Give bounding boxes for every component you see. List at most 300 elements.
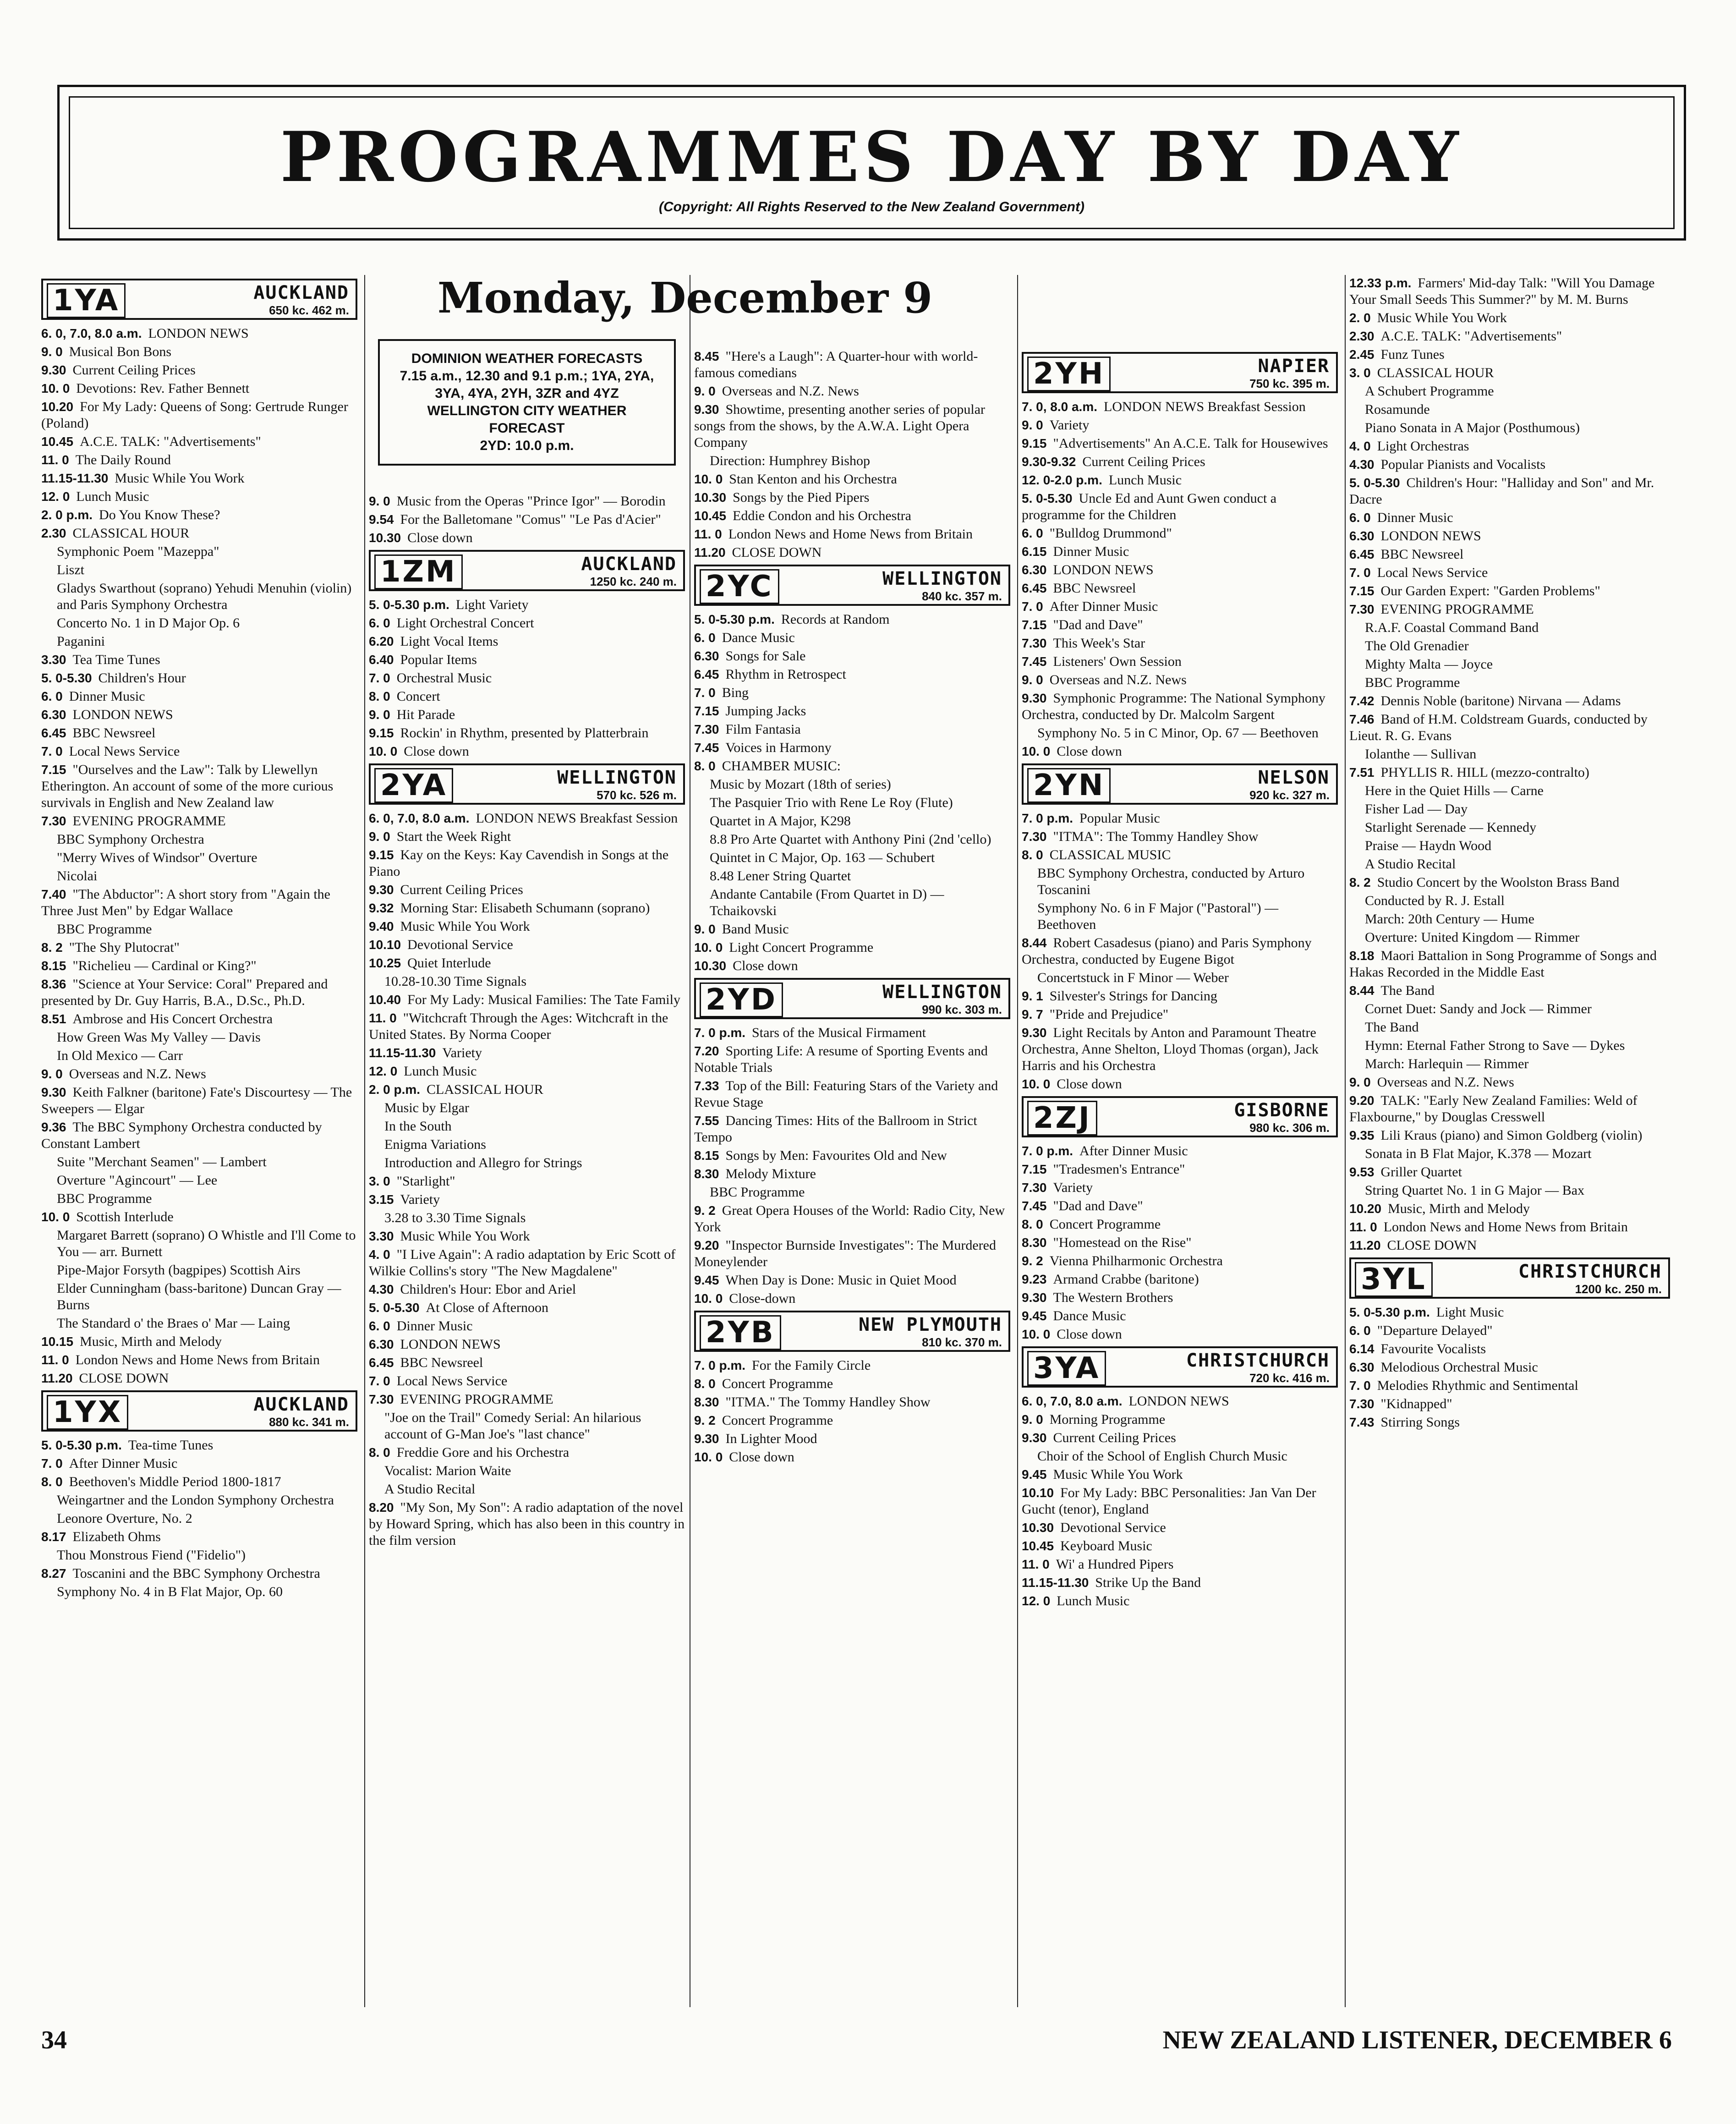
programme-time: 10. 0: [694, 1291, 723, 1306]
programme-title: How Green Was My Valley — Davis: [57, 1030, 261, 1045]
programme-time: 8. 0: [369, 689, 390, 703]
programme-title: CLOSE DOWN: [732, 545, 822, 560]
programme-time: 11. 0: [369, 1011, 397, 1025]
programme-entry: [41, 344, 357, 360]
programme-title: "Joe on the Trail" Comedy Serial: An hilarious account of G-Man Joe's "last chance": [384, 1410, 641, 1442]
programme-entry: [1037, 865, 1338, 898]
programme-entry: [369, 882, 685, 898]
programme-time: 10. 0: [1022, 1077, 1051, 1091]
programme-time: 10.45: [41, 434, 74, 449]
programme-time: 7.43: [1349, 1415, 1375, 1429]
programme-entry: [41, 1119, 357, 1152]
programme-time: 7. 0: [694, 686, 716, 700]
programme-title: Local News Service: [69, 744, 180, 759]
programme-time: 7.20: [694, 1044, 719, 1058]
city-forecast-time: 2YD: 10.0 p.m.: [480, 438, 574, 453]
programme-title: Light Music: [1436, 1305, 1504, 1320]
programme-title: Current Ceiling Prices: [1053, 1430, 1176, 1445]
programme-entry: [1022, 829, 1338, 845]
programme-entry: [41, 1066, 357, 1082]
programme-title: "Bulldog Drummond": [1049, 526, 1172, 541]
programme-title: Overseas and N.Z. News: [69, 1066, 206, 1081]
programme-time: 6. 0: [41, 689, 63, 703]
programme-entry: [694, 758, 1010, 774]
programme-time: 7.42: [1349, 694, 1375, 708]
programme-time: 7. 0, 8.0 a.m.: [1022, 400, 1097, 414]
programme-entry: [57, 921, 357, 938]
programme-time: 7. 0 p.m.: [694, 1026, 746, 1040]
station-frequency: 750 kc. 395 m.: [1249, 377, 1330, 390]
programme-time: 7. 0: [1349, 1378, 1371, 1393]
programme-title: Dancing Times: Hits of the Ballroom in Strict Tempo: [694, 1113, 977, 1145]
programme-time: 8.30: [694, 1395, 719, 1409]
programme-title: BBC Programme: [1365, 675, 1460, 690]
schedule-3ya: [1022, 1393, 1338, 1609]
programme-time: 4.30: [369, 1282, 394, 1296]
column-1: [41, 275, 357, 2007]
programme-title: March: 20th Century — Hume: [1365, 911, 1534, 927]
programme-entry: [1022, 472, 1338, 488]
programme-entry: [369, 992, 685, 1008]
programme-title: Margaret Barrett (soprano) O Whistle and I'll Come to You — arr. Burnett: [57, 1228, 356, 1259]
programme-entry: [694, 1147, 1010, 1164]
programme-entry: [1365, 638, 1670, 654]
station-city: GISBORNE: [1234, 1100, 1330, 1121]
programme-title: The Old Grenadier: [1365, 638, 1469, 653]
programme-entry: [694, 685, 1010, 701]
programme-time: 11.15-11.30: [1022, 1575, 1089, 1590]
programme-entry: [694, 544, 1010, 561]
programme-entry: [694, 1290, 1010, 1307]
programme-time: 8. 0: [1022, 848, 1043, 862]
programme-title: Leonore Overture, No. 2: [57, 1511, 192, 1526]
programme-title: Lunch Music: [76, 489, 149, 504]
programme-title: Beethoven's Middle Period 1800-1817: [69, 1474, 281, 1489]
programme-entry: [369, 1010, 685, 1043]
programme-title: A.C.E. TALK: "Advertisements": [1380, 329, 1562, 344]
programme-entry: [1022, 1235, 1338, 1251]
station-city: AUCKLAND: [581, 554, 677, 575]
programme-title: Starlight Serenade — Kennedy: [1365, 820, 1537, 835]
programme-title: Music, Mirth and Melody: [80, 1334, 222, 1349]
programme-entry: [1022, 635, 1338, 652]
programme-entry: [41, 1209, 357, 1225]
programme-title: Melodies Rhythmic and Sentimental: [1377, 1378, 1578, 1393]
programme-time: 6.45: [41, 726, 66, 740]
programme-title: For My Lady: Queens of Song: Gertrude Runger (Poland): [41, 399, 348, 431]
programme-title: After Dinner Music: [69, 1456, 178, 1471]
programme-time: 10. 0: [369, 744, 398, 758]
programme-entry: [57, 1510, 357, 1527]
station-header-3ya: [1022, 1346, 1338, 1388]
programme-time: 10.10: [369, 938, 401, 952]
programme-entry: [694, 740, 1010, 756]
programme-title: Morning Star: Elisabeth Schumann (soprano): [400, 900, 650, 916]
programme-title: Songs by Men: Favourites Old and New: [725, 1148, 947, 1163]
programme-entry: [41, 1352, 357, 1368]
programme-title: This Week's Star: [1053, 636, 1145, 651]
programme-entry: [1349, 565, 1670, 581]
programme-entry: [41, 362, 357, 379]
programme-title: Light Recitals by Anton and Paramount Theatre Orchestra, Anne Shelton, Lloyd Thomas (organ), Jack Harris and his Orchestra: [1022, 1025, 1319, 1073]
programme-title: Variety: [400, 1192, 440, 1207]
programme-title: CLOSE DOWN: [79, 1371, 169, 1386]
programme-entry: [694, 401, 1010, 451]
programme-entry: [694, 1394, 1010, 1411]
programme-title: "My Son, My Son": A radio adaptation of the novel by Howard Spring, which has also been in this country in the film version: [369, 1500, 685, 1548]
publication-footer: NEW ZEALAND LISTENER, DECEMBER 6: [1162, 2026, 1672, 2054]
programme-entry: [1365, 929, 1670, 946]
programme-title: Dennis Noble (baritone) Nirvana — Adams: [1380, 693, 1621, 708]
programme-time: 8.45: [694, 349, 719, 363]
programme-title: CLASSICAL HOUR: [72, 526, 190, 541]
programme-entry: [1365, 1001, 1670, 1017]
programme-entry: [369, 1191, 685, 1208]
programme-title: "Advertisements" An A.C.E. Talk for Housewives: [1053, 436, 1328, 451]
programme-entry: [41, 707, 357, 723]
programme-title: Our Garden Expert: "Garden Problems": [1380, 583, 1600, 598]
schedule-3yl: [1349, 1304, 1670, 1431]
column-4: [1022, 348, 1338, 2080]
programme-entry: [369, 1081, 685, 1098]
programme-entry: [369, 937, 685, 953]
programme-title: Close down: [1057, 1076, 1122, 1092]
station-city: CHRISTCHURCH: [1518, 1261, 1662, 1282]
programme-time: 9. 0: [1022, 418, 1043, 432]
programme-entry: [1365, 656, 1670, 673]
programme-title: Music by Mozart (18th of series): [710, 777, 891, 792]
programme-time: 6.14: [1349, 1342, 1375, 1356]
page-number: 34: [41, 2026, 67, 2054]
programme-time: 10.20: [1349, 1202, 1382, 1216]
schedule-1ya-evening: [41, 652, 357, 829]
programme-entry: [41, 743, 357, 760]
programme-entry: [694, 1025, 1010, 1041]
programme-entry: [1349, 365, 1670, 381]
programme-entry: [1349, 874, 1670, 891]
programme-title: Current Ceiling Prices: [72, 362, 196, 378]
programme-title: Hit Parade: [396, 707, 455, 722]
programme-time: 11.20: [41, 1371, 73, 1385]
programme-entry: [1349, 546, 1670, 563]
programme-time: 6.45: [694, 667, 719, 681]
programme-time: 10. 0: [1022, 1327, 1051, 1341]
programme-title: "Starlight": [396, 1174, 455, 1189]
programme-entry: [694, 508, 1010, 524]
programme-title: Popular Pianists and Vocalists: [1380, 457, 1546, 472]
programme-title: Lili Kraus (piano) and Simon Goldberg (violin): [1380, 1128, 1643, 1143]
programme-time: 9.30: [1022, 1290, 1047, 1305]
programme-title: "Ourselves and the Law": Talk by Llewellyn Etherington. An account of some of the more curious survivals in English and New Zealand law: [41, 762, 334, 810]
station-frequency: 920 kc. 327 m.: [1249, 788, 1330, 802]
programme-entry: [1022, 988, 1338, 1004]
programme-entry: [57, 1154, 357, 1170]
programme-title: Iolanthe — Sullivan: [1365, 746, 1477, 762]
programme-detail: BBC Symphony Orchestra: [57, 832, 204, 847]
programme-entry: [1022, 935, 1338, 968]
programme-title: Tea-time Tunes: [128, 1438, 214, 1453]
programme-time: 12. 0-2.0 p.m.: [1022, 473, 1102, 487]
programme-time: 7.46: [1349, 712, 1375, 726]
programme-entry: [1022, 1393, 1338, 1410]
programme-title: EVENING PROGRAMME: [72, 813, 226, 829]
programme-entry: [1349, 528, 1670, 544]
schedule-2yc: [694, 611, 1010, 974]
programme-time: 5. 0-5.30 p.m.: [41, 1438, 122, 1452]
programme-entry: [1022, 1575, 1338, 1591]
programme-time: 9.30: [1022, 1026, 1047, 1040]
station-city: NELSON: [1258, 767, 1330, 788]
station-call-sign: 2YC: [700, 569, 779, 604]
programme-time: 2.30: [41, 526, 66, 540]
programme-time: 9.45: [694, 1273, 719, 1287]
programme-entry: [1365, 620, 1670, 636]
programme-title: "Departure Delayed": [1377, 1323, 1493, 1338]
programme-title: Tea Time Tunes: [72, 652, 160, 667]
programme-title: Mighty Malta — Joyce: [1365, 657, 1493, 672]
programme-time: 6. 0: [369, 1319, 390, 1333]
programme-title: Great Opera Houses of the World: Radio City, New York: [694, 1203, 1005, 1235]
station-header-2yc: [694, 565, 1010, 606]
programme-title: "Witchcraft Through the Ages: Witchcraft in the United States. By Norma Cooper: [369, 1010, 668, 1042]
station-frequency: 1250 kc. 240 m.: [590, 575, 677, 588]
programme-entry: [1022, 1290, 1338, 1306]
programme-time: 7. 0: [1349, 565, 1371, 580]
programme-time: 7.30: [1349, 1397, 1375, 1411]
programme-title: Local News Service: [1377, 565, 1488, 580]
programme-time: 2. 0: [1349, 311, 1371, 325]
programme-entry: [1349, 328, 1670, 345]
schedule-2zj: [1022, 1143, 1338, 1343]
programme-entry: [1022, 399, 1338, 415]
programme-entry: [1349, 982, 1670, 999]
programme-title: Direction: Humphrey Bishop: [710, 453, 870, 468]
programme-entry: [694, 666, 1010, 683]
programme-title: "Dad and Dave": [1053, 1198, 1143, 1213]
programme-entry: [41, 1455, 357, 1472]
programme-entry: [710, 813, 1010, 829]
programme-entry: [1022, 1538, 1338, 1554]
programme-title: Overture "Agincourt" — Lee: [57, 1173, 218, 1188]
programme-entry: [41, 452, 357, 468]
station-city: AUCKLAND: [253, 1394, 349, 1415]
programme-title: Quintet in C Major, Op. 163 — Schubert: [710, 850, 935, 865]
programme-time: 2.30: [1349, 329, 1375, 343]
programme-title: Stirring Songs: [1380, 1415, 1460, 1430]
programme-entry: [1022, 1025, 1338, 1074]
programme-title: R.A.F. Coastal Command Band: [1365, 620, 1539, 635]
programme-time: 9. 0: [1022, 1412, 1043, 1427]
programme-entry: [1349, 1219, 1670, 1235]
programme-entry: [1365, 675, 1670, 691]
programme-entry: [1349, 1237, 1670, 1254]
programme-entry: [694, 1113, 1010, 1146]
programme-time: 9. 2: [1022, 1254, 1043, 1268]
programme-entry: [1349, 693, 1670, 709]
programme-title: CLASSICAL HOUR: [1377, 365, 1494, 380]
programme-title: Uncle Ed and Aunt Gwen conduct a programme for the Children: [1022, 491, 1277, 522]
programme-title: Funz Tunes: [1380, 347, 1445, 362]
programme-time: 8.30: [1022, 1235, 1047, 1250]
programme-entry: [1022, 1216, 1338, 1233]
programme-title: Enigma Variations: [384, 1137, 486, 1152]
programme-title: Music While You Work: [400, 919, 530, 934]
programme-detail: Liszt: [57, 562, 84, 577]
station-city: AUCKLAND: [253, 282, 349, 303]
programme-entry: [369, 493, 685, 510]
programme-title: Vienna Philharmonic Orchestra: [1049, 1253, 1223, 1268]
programme-time: 9.53: [1349, 1165, 1375, 1179]
programme-time: 9. 0: [1022, 673, 1043, 687]
programme-title: Dance Music: [722, 630, 795, 645]
programme-entry: [1349, 310, 1670, 326]
programme-title: Start the Week Right: [396, 829, 511, 844]
programme-entry: [694, 1376, 1010, 1392]
city-forecast-title: WELLINGTON CITY WEATHER FORECAST: [427, 403, 627, 436]
programme-time: 7.30: [1022, 829, 1047, 844]
programme-title: Stars of the Musical Firmament: [752, 1025, 926, 1040]
programme-time: 8.18: [1349, 949, 1375, 963]
programme-time: 8. 2: [41, 940, 63, 955]
programme-entry: [369, 511, 685, 528]
programme-time: 9.30-9.32: [1022, 455, 1076, 469]
programme-title: "I Live Again": A radio adaptation by Eric Scott of Wilkie Collins's story "The New Magdalene": [369, 1247, 676, 1279]
programme-title: LONDON NEWS: [148, 326, 249, 341]
classical-hour-details: [41, 543, 357, 650]
programme-entry: [1022, 743, 1338, 760]
programme-title: Music from the Operas "Prince Igor" — Borodin: [396, 494, 666, 509]
station-frequency: 810 kc. 370 m.: [922, 1335, 1002, 1349]
programme-time: 6.45: [369, 1356, 394, 1370]
programme-time: 8.44: [1022, 936, 1047, 950]
programme-title: For My Lady: BBC Personalities: Jan Van Der Gucht (tenor), England: [1022, 1485, 1316, 1517]
programme-entry: [1349, 1359, 1670, 1376]
programme-title: CLOSE DOWN: [1387, 1238, 1477, 1253]
programme-entry: [1022, 1253, 1338, 1269]
programme-title: Overture: United Kingdom — Rimmer: [1365, 930, 1580, 945]
programme-entry: [1022, 810, 1338, 827]
programme-time: 3. 0: [1349, 366, 1371, 380]
programme-time: 9.45: [1022, 1309, 1047, 1323]
programme-time: 5. 0-5.30 p.m.: [694, 612, 775, 626]
programme-title: Robert Casadesus (piano) and Paris Symphony Orchestra, conducted by Eugene Bigot: [1022, 935, 1312, 967]
programme-title: Close down: [729, 1449, 794, 1465]
programme-time: 10.10: [1022, 1486, 1054, 1500]
programme-title: 8.48 Lener String Quartet: [710, 868, 851, 884]
programme-entry: [1022, 1326, 1338, 1343]
station-frequency: 840 kc. 357 m.: [922, 589, 1002, 603]
programme-entry: [1022, 454, 1338, 470]
programme-title: Conducted by R. J. Estall: [1365, 893, 1505, 908]
programme-entry: [369, 743, 685, 760]
station-call-sign: 2YD: [700, 982, 783, 1017]
programme-entry: [1365, 856, 1670, 873]
programme-entry: [384, 1136, 685, 1153]
programme-title: Overseas and N.Z. News: [722, 384, 859, 399]
programme-title: Fisher Lad — Day: [1365, 801, 1468, 817]
programme-title: Piano Sonata in A Major (Posthumous): [1365, 420, 1580, 435]
programme-title: Hymn: Eternal Father Strong to Save — Dykes: [1365, 1038, 1625, 1053]
programme-detail: "Merry Wives of Windsor" Overture: [57, 850, 257, 865]
programme-title: Concert Programme: [722, 1376, 833, 1391]
programme-title: Praise — Haydn Wood: [1365, 838, 1492, 853]
schedule-2yn: [1022, 810, 1338, 1092]
programme-entry: [1349, 475, 1670, 508]
programme-time: 8.30: [694, 1167, 719, 1181]
programme-entry: [1365, 1019, 1670, 1036]
programme-title: "The Shy Plutocrat": [69, 940, 180, 955]
programme-title: Thou Monstrous Fiend ("Fidelio"): [57, 1548, 246, 1563]
programme-title: In Lighter Mood: [725, 1431, 817, 1446]
programme-entry: [1349, 438, 1670, 455]
programme-time: 8.36: [41, 977, 66, 991]
programme-title: Eddie Condon and his Orchestra: [733, 508, 911, 523]
programme-title: Concert Programme: [722, 1413, 833, 1428]
programme-detail: Nicolai: [57, 868, 98, 884]
programme-entry: [1022, 690, 1338, 723]
programme-title: PHYLLIS R. HILL (mezzo-contralto): [1380, 765, 1589, 780]
station-header-2yb: [694, 1311, 1010, 1352]
station-header-3yl: [1349, 1257, 1670, 1299]
programme-title: Variety: [442, 1045, 482, 1060]
page-title: PROGRAMMES DAY BY DAY: [280, 117, 1463, 198]
programme-title: Kay on the Keys: Kay Cavendish in Songs at the Piano: [369, 847, 669, 879]
programme-entry: [1022, 1308, 1338, 1324]
programme-time: 9.20: [1349, 1093, 1375, 1108]
programme-entry: [369, 707, 685, 723]
programme-entry: [384, 1210, 685, 1226]
programme-time: 7.30: [369, 1392, 394, 1406]
programme-entry: [1365, 911, 1670, 928]
programme-time: 7.15: [41, 763, 66, 777]
programme-title: The BBC Symphony Orchestra conducted by Constant Lambert: [41, 1120, 322, 1151]
programme-title: Stan Kenton and his Orchestra: [729, 472, 897, 487]
programme-title: Close down: [1057, 744, 1122, 759]
programme-entry: [1349, 711, 1670, 744]
programme-time: 8. 0: [694, 1377, 716, 1391]
programme-title: For My Lady: Musical Families: The Tate Family: [407, 992, 680, 1007]
programme-title: LONDON NEWS Breakfast Session: [476, 811, 678, 826]
programme-title: Popular Music: [1079, 811, 1160, 826]
programme-time: 2. 0 p.m.: [369, 1082, 421, 1097]
programme-entry: [694, 611, 1010, 628]
programme-entry: [369, 1173, 685, 1190]
programme-time: 7. 0: [369, 1374, 390, 1388]
programme-time: 8.17: [41, 1530, 66, 1544]
programme-time: 9.30: [694, 1432, 719, 1446]
programme-time: 11. 0: [694, 527, 722, 541]
programme-title: Orchestral Music: [396, 670, 492, 686]
evening-programme-details: [41, 831, 357, 884]
programme-entry: [41, 652, 357, 668]
programme-time: 9. 0: [694, 384, 716, 398]
programme-entry: [57, 1547, 357, 1564]
programme-time: 6. 0: [1349, 1323, 1371, 1338]
programme-title: "Tradesmen's Entrance": [1053, 1162, 1185, 1177]
station-call-sign: 2ZJ: [1027, 1101, 1097, 1136]
programme-title: In the South: [384, 1119, 452, 1134]
programme-time: 7.40: [41, 887, 66, 901]
programme-entry: [694, 383, 1010, 400]
programme-title: Toscanini and the BBC Symphony Orchestra: [72, 1566, 320, 1581]
programme-entry: [1349, 764, 1670, 781]
programme-entry: [41, 670, 357, 686]
programme-title: Griller Quartet: [1380, 1164, 1462, 1180]
programme-entry: [1022, 617, 1338, 633]
programme-entry: [41, 507, 357, 523]
programme-title: Suite "Merchant Seamen" — Lambert: [57, 1154, 267, 1169]
programme-title: Children's Hour: Ebor and Ariel: [400, 1282, 576, 1297]
